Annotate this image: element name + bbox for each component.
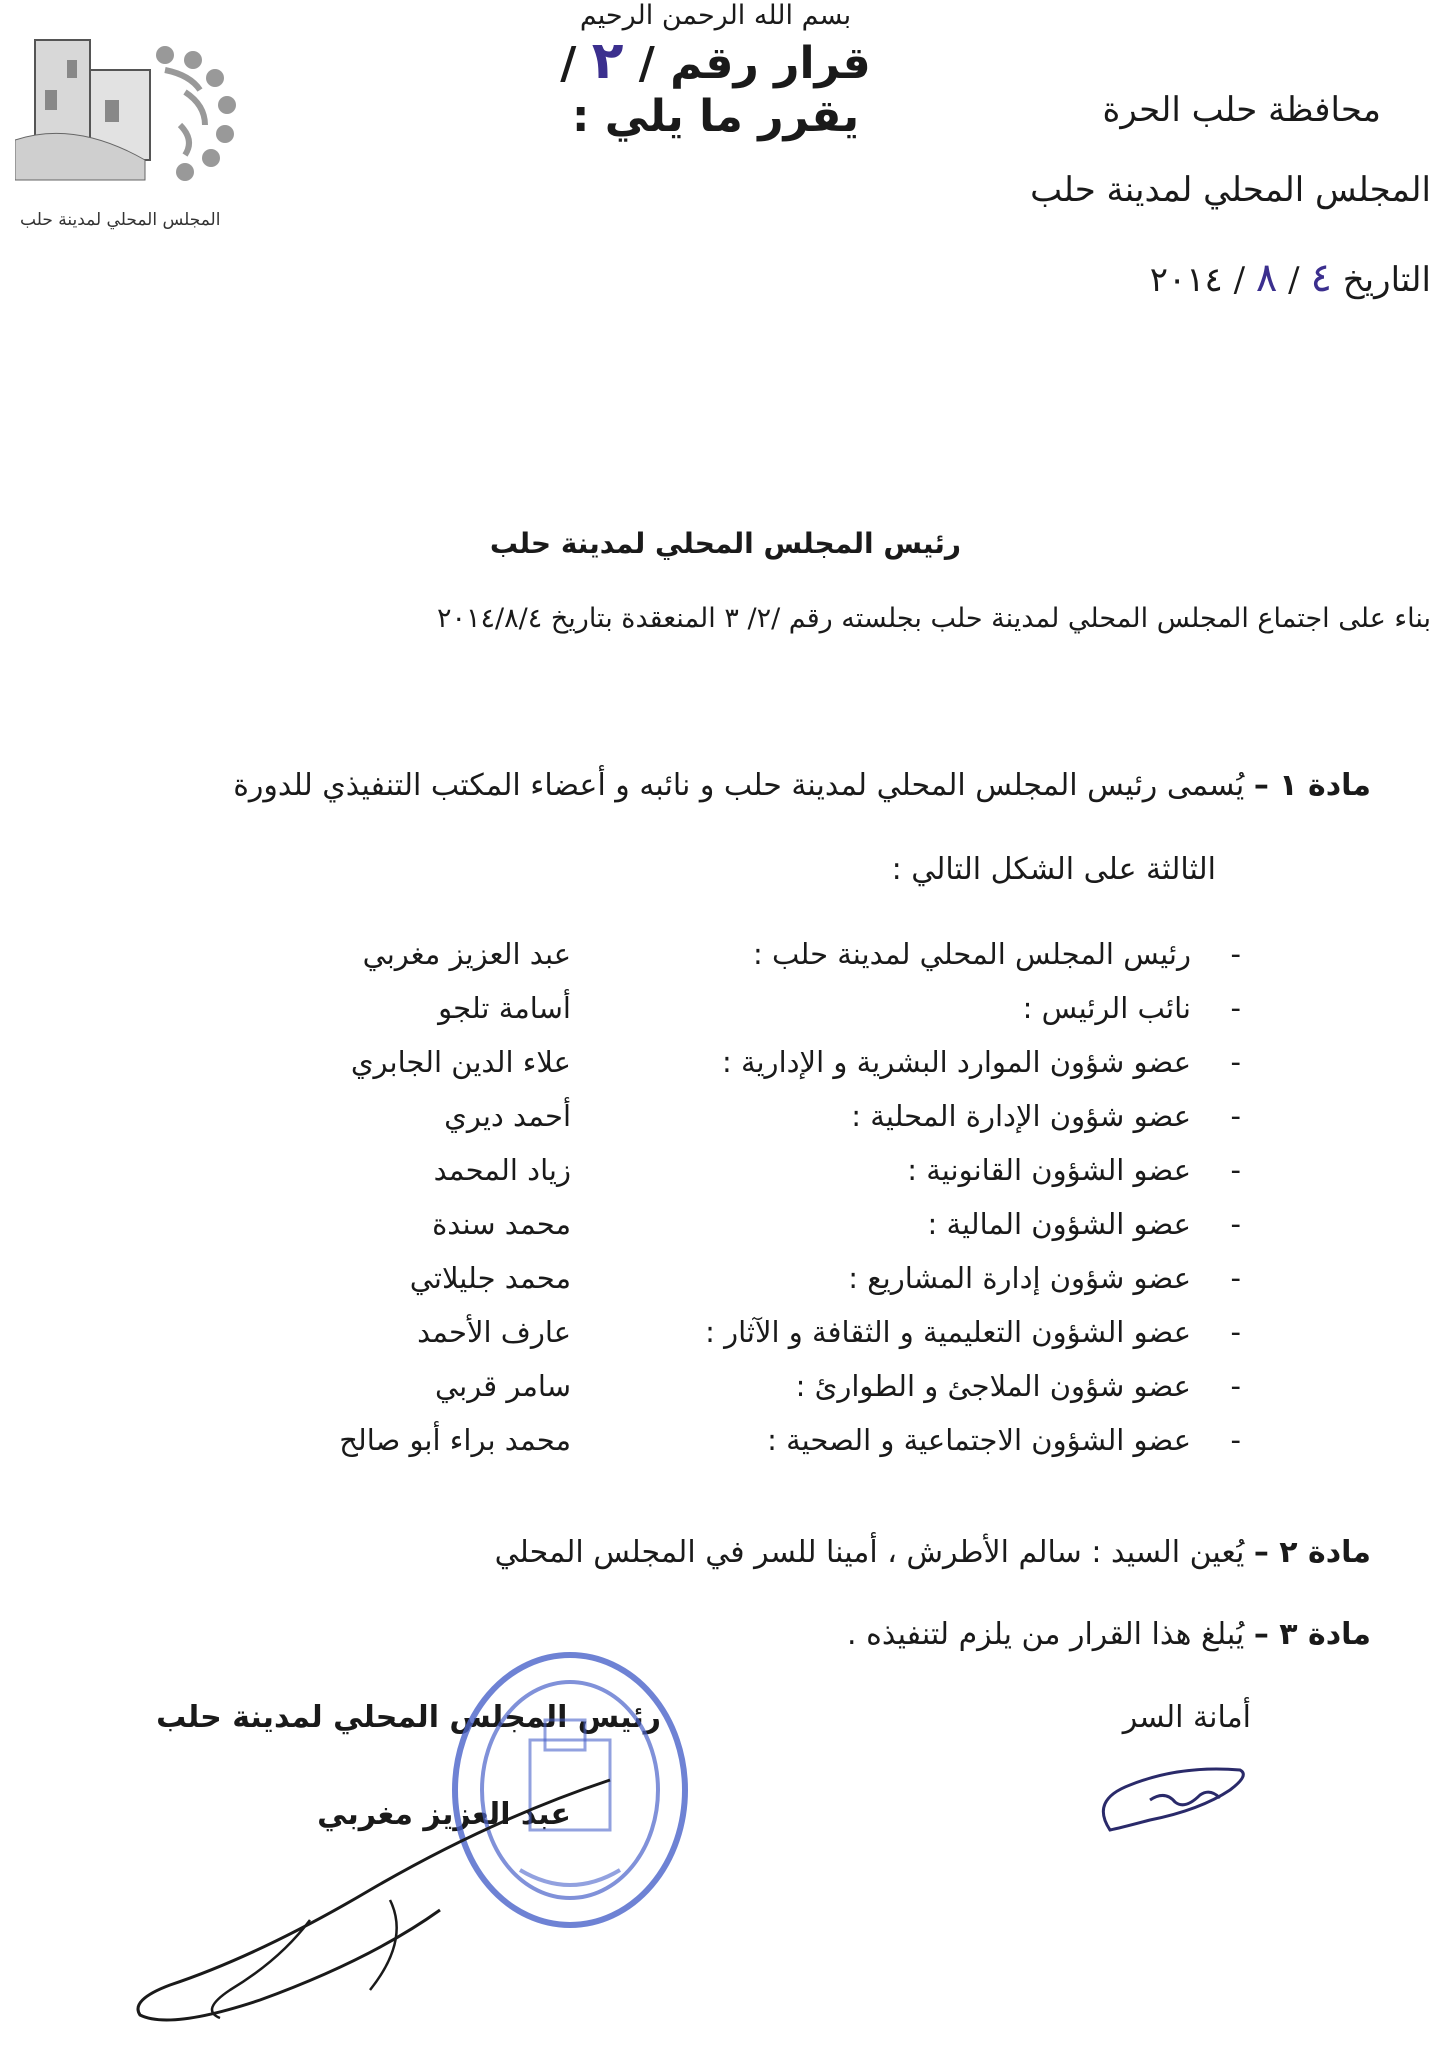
article-2-text: يُعين السيد : سالم الأطرش ، أمينا للسر في المجلس المحلي (494, 1535, 1245, 1570)
member-name: سامر قربي (435, 1369, 571, 1403)
member-row (0, 1153, 1431, 1197)
member-bullet: - (1230, 1369, 1241, 1403)
council-heading: المجلس المحلي لمدينة حلب (1030, 170, 1431, 210)
decision-title-prefix: قرار رقم / (638, 38, 871, 89)
member-role: عضو الشؤون المالية : (927, 1207, 1191, 1241)
member-role: عضو الشؤون الاجتماعية و الصحية : (767, 1423, 1191, 1457)
member-row (0, 991, 1431, 1035)
member-row (0, 1207, 1431, 1251)
member-bullet: - (1230, 1045, 1241, 1079)
member-role: عضو شؤون إدارة المشاريع : (848, 1261, 1191, 1295)
member-name: زياد المحمد (433, 1153, 571, 1187)
date-year: ٢٠١٤ (1149, 260, 1223, 300)
member-name: محمد سندة (432, 1207, 571, 1241)
president-title: رئيس المجلس المحلي لمدينة حلب (156, 1700, 661, 1735)
president-signature-icon (110, 1760, 650, 2040)
article-1-continuation: الثالثة على الشكل التالي : (891, 852, 1216, 887)
member-row (0, 937, 1431, 981)
date-label: التاريخ (1342, 260, 1431, 300)
member-row (0, 1423, 1431, 1467)
member-name: أحمد ديري (444, 1099, 571, 1133)
president-name: عبد العزيز مغربي (317, 1797, 571, 1832)
member-bullet: - (1230, 1315, 1241, 1349)
member-bullet: - (1230, 1207, 1241, 1241)
decision-title-suffix: / (560, 38, 577, 89)
member-name: أسامة تلجو (438, 991, 571, 1025)
decision-issuer: رئيس المجلس المحلي لمدينة حلب (489, 527, 961, 560)
member-bullet: - (1230, 1261, 1241, 1295)
member-row (0, 1369, 1431, 1413)
date-month: ٨ (1255, 255, 1278, 301)
member-role: عضو شؤون الموارد البشرية و الإدارية : (721, 1045, 1191, 1079)
article-1-text: يُسمى رئيس المجلس المحلي لمدينة حلب و نائبه و أعضاء المكتب التنفيذي للدورة (233, 768, 1245, 803)
member-role: نائب الرئيس : (1022, 991, 1191, 1025)
date-row: التاريخ ٤ / ٨ / ٢٠١٤ (1149, 255, 1431, 301)
member-name: محمد جليلاتي (409, 1261, 571, 1295)
member-name: عارف الأحمد (417, 1315, 571, 1349)
council-logo-icon (15, 30, 245, 210)
article-3-label: مادة ٣ – (1253, 1617, 1371, 1652)
member-row (0, 1261, 1431, 1305)
member-name: علاء الدين الجابري (350, 1045, 571, 1079)
secretary-title: أمانة السر (1122, 1700, 1251, 1735)
member-role: عضو الشؤون التعليمية و الثقافة و الآثار : (705, 1315, 1191, 1349)
article-3-text: يُبلغ هذا القرار من يلزم لتنفيذه . (847, 1617, 1245, 1652)
member-bullet: - (1230, 1423, 1241, 1457)
secretary-signature-icon (1090, 1740, 1260, 1850)
member-role: عضو شؤون الملاجئ و الطوارئ : (795, 1369, 1191, 1403)
date-day: ٤ (1310, 255, 1332, 301)
member-bullet: - (1230, 1153, 1241, 1187)
basmala: بسم الله الرحمن الرحيم (579, 0, 852, 31)
member-name: محمد براء أبو صالح (339, 1423, 571, 1457)
member-role: رئيس المجلس المحلي لمدينة حلب : (753, 937, 1191, 971)
article-2-label: مادة ٢ – (1253, 1535, 1371, 1570)
member-bullet: - (1230, 937, 1241, 971)
decision-preamble: بناء على اجتماع المجلس المحلي لمدينة حلب بجلسته رقم /٢/ ٣ المنعقدة بتاريخ ٢٠١٤/٨/٤ (437, 603, 1431, 634)
member-role: عضو الشؤون القانونية : (907, 1153, 1191, 1187)
member-role: عضو شؤون الإدارة المحلية : (851, 1099, 1191, 1133)
article-3 (847, 1617, 1371, 1652)
logo-caption: المجلس المحلي لمدينة حلب (20, 210, 221, 230)
article-1 (233, 768, 1371, 803)
decides-heading: يقرر ما يلي : (571, 91, 860, 142)
decision-number: ٢ (591, 31, 624, 91)
article-1-label: مادة ١ – (1253, 768, 1371, 803)
member-row (0, 1045, 1431, 1089)
member-row (0, 1099, 1431, 1143)
member-name: عبد العزيز مغربي (362, 937, 571, 971)
article-2 (495, 1535, 1371, 1570)
member-bullet: - (1230, 1099, 1241, 1133)
member-row (0, 1315, 1431, 1359)
governorate-heading: محافظة حلب الحرة (1102, 90, 1381, 130)
member-bullet: - (1230, 991, 1241, 1025)
